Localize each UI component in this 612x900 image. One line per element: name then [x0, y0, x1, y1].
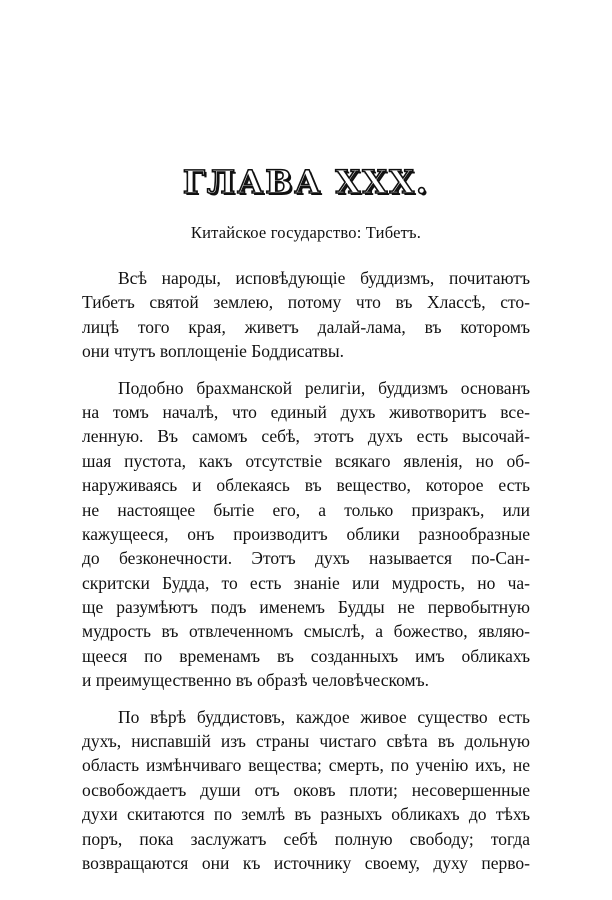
text-line: ленную. Въ самомъ себѣ, этотъ духъ есть высочай-: [82, 426, 530, 447]
text-line: лицѣ того края, живетъ далай-лама, въ которомъ: [82, 316, 530, 337]
paragraph-3: [82, 705, 530, 876]
paragraph-2: [82, 376, 530, 693]
text-line: шая пустота, какъ отсутствіе всякаго явленія, но об-: [82, 450, 530, 471]
text-line: освобождаетъ души отъ оковъ плоти; несовершенные: [82, 779, 530, 800]
chapter-title: ГЛАВА XXX.: [182, 163, 430, 201]
text-line: щееся по временамъ въ созданныхъ имъ обликахъ: [82, 645, 530, 666]
text-line: духи скитаются по землѣ въ разныхъ обликахъ до тѣхъ: [82, 804, 530, 825]
text-line: и преимущественно въ образѣ человѣческомъ.: [82, 670, 430, 691]
text-line: наруживаясь и облекаясь въ вещество, которое есть: [82, 475, 530, 496]
text-line: Тибетъ святой землею, потому что въ Хлассѣ, сто-: [82, 292, 530, 313]
text-line: ще разумѣютъ подъ именемъ Будды не первобытную: [82, 597, 530, 618]
text-line: возвращаются они къ источнику своему, духу перво-: [82, 852, 530, 873]
text-line: не настоящее бытіе его, а только призракъ, или: [82, 499, 530, 520]
text-line: до безконечности. Этотъ духъ называется по-Сан-: [82, 548, 530, 569]
text-line: область измѣнчиваго вещества; смерть, по ученію ихъ, не: [82, 755, 530, 776]
text-line: поръ, пока заслужатъ себѣ полную свободу; тогда: [82, 828, 530, 849]
text-line: они чтутъ воплощеніе Боддисатвы.: [82, 341, 345, 362]
text-line: мудрость въ отвлеченномъ смыслѣ, а божество, являю-: [82, 621, 530, 642]
paragraph-1: [82, 266, 530, 364]
chapter-subtitle: Китайское государство: Тибетъ.: [190, 223, 422, 242]
text-line: духъ, ниспавшій изъ страны чистаго свѣта въ дольную: [82, 731, 530, 752]
text-line: По вѣрѣ буддистовъ, каждое живое существо есть: [118, 706, 530, 727]
text-line: Подобно брахманской религіи, буддизмъ основанъ: [118, 377, 530, 398]
body-text: [82, 266, 530, 887]
text-line: на томъ началѣ, что единый духъ животворитъ все-: [82, 401, 530, 422]
text-line: кажущееся, онъ производитъ облики разнообразные: [82, 523, 530, 544]
text-line: скритски Будда, то есть знаніе или мудрость, но ча-: [82, 572, 530, 593]
text-line: Всѣ народы, исповѣдующіе буддизмъ, почитаютъ: [118, 268, 530, 288]
